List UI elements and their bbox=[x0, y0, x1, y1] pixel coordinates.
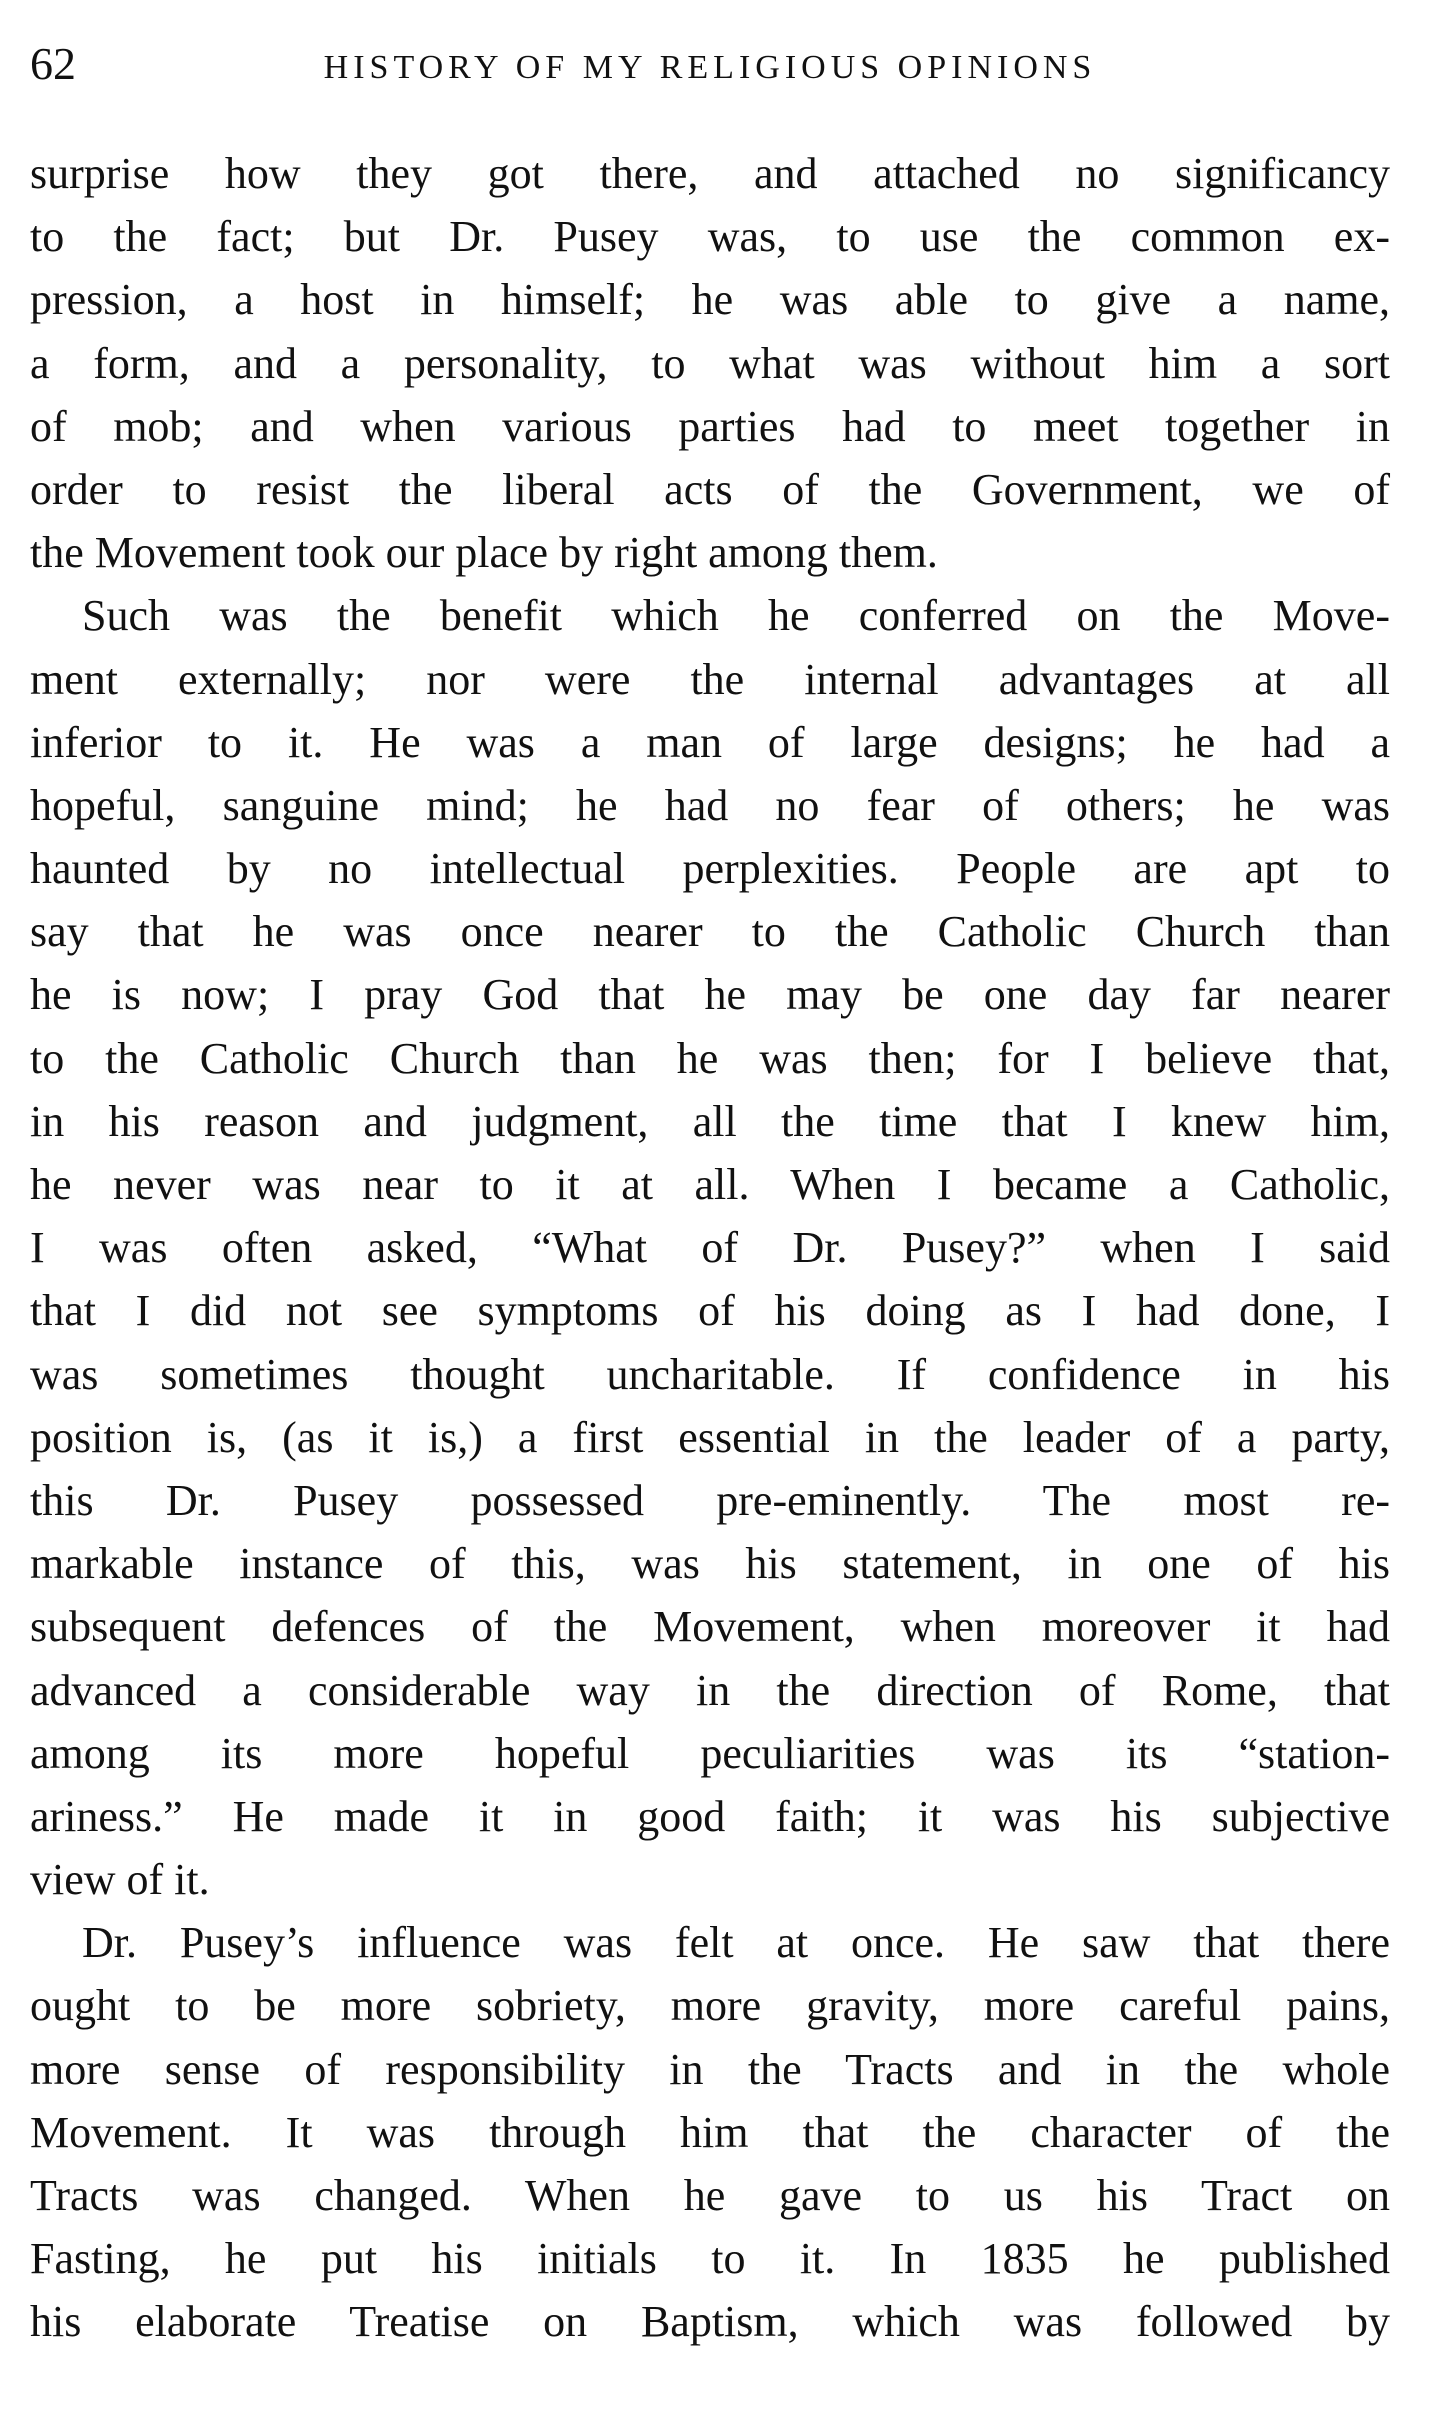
text-line: a form, and a personality, to what was without him a sort bbox=[30, 338, 1390, 388]
text-line: more sense of responsibility in the Tracts and in the whole bbox=[30, 2044, 1390, 2094]
page-number: 62 bbox=[30, 38, 76, 89]
text-line: of mob; and when various parties had to meet together in bbox=[30, 401, 1390, 451]
text-line: advanced a considerable way in the direction of Rome, that bbox=[30, 1665, 1390, 1715]
text-line: ment externally; nor were the internal advantages at all bbox=[30, 654, 1390, 704]
page-header bbox=[30, 34, 1390, 94]
text-line: I was often asked, “What of Dr. Pusey?” when I said bbox=[30, 1223, 1390, 1273]
text-line: among its more hopeful peculiarities was its “station- bbox=[30, 1728, 1390, 1778]
text-line: he is now; I pray God that he may be one day far nearer bbox=[30, 970, 1390, 1020]
text-line: his elaborate Treatise on Baptism, which was followed by bbox=[30, 2297, 1390, 2347]
text-line: Movement. It was through him that the character of the bbox=[30, 2107, 1390, 2157]
text-line: haunted by no intellectual perplexities. People are apt to bbox=[30, 844, 1390, 894]
body-text bbox=[30, 142, 1390, 2354]
text-line: say that he was once nearer to the Catholic Church than bbox=[30, 907, 1390, 957]
text-line: Tracts was changed. When he gave to us his Tract on bbox=[30, 2171, 1390, 2220]
text-line: Dr. Pusey’s influence was felt at once. He saw that there bbox=[82, 1918, 1390, 1968]
text-line: subsequent defences of the Movement, when moreover it had bbox=[30, 1602, 1390, 1652]
text-line: in his reason and judgment, all the time that I knew him, bbox=[30, 1096, 1390, 1146]
text-line: to the fact; but Dr. Pusey was, to use the common ex- bbox=[30, 212, 1390, 262]
text-line: this Dr. Pusey possessed pre-eminently. The most re- bbox=[30, 1475, 1390, 1525]
text-line: order to resist the liberal acts of the Government, we of bbox=[30, 464, 1390, 514]
text-line: surprise how they got there, and attached no significancy bbox=[30, 149, 1390, 198]
text-line: he never was near to it at all. When I became a Catholic, bbox=[30, 1160, 1390, 1209]
text-line: Such was the benefit which he conferred on the Move- bbox=[82, 591, 1390, 641]
text-line: Fasting, he put his initials to it. In 1835 he published bbox=[30, 2234, 1390, 2284]
text-line: view of it. bbox=[30, 1855, 210, 1905]
text-line: ariness.” He made it in good faith; it was his subjective bbox=[30, 1791, 1390, 1841]
text-line: was sometimes thought uncharitable. If confidence in his bbox=[30, 1349, 1390, 1399]
text-line: that I did not see symptoms of his doing as I had done, I bbox=[30, 1286, 1390, 1336]
text-line: markable instance of this, was his statement, in one of his bbox=[30, 1539, 1390, 1589]
text-line: to the Catholic Church than he was then; for I believe that, bbox=[30, 1033, 1390, 1083]
text-line: the Movement took our place by right among them. bbox=[30, 528, 938, 578]
running-title: HISTORY OF MY RELIGIOUS OPINIONS bbox=[323, 49, 1097, 86]
text-line: hopeful, sanguine mind; he had no fear of others; he was bbox=[30, 780, 1390, 830]
text-line: ought to be more sobriety, more gravity, more careful pains, bbox=[30, 1981, 1390, 2031]
text-line: pression, a host in himself; he was able to give a name, bbox=[30, 275, 1390, 325]
text-line: position is, (as it is,) a first essential in the leader of a party, bbox=[30, 1412, 1390, 1462]
text-line: inferior to it. He was a man of large designs; he had a bbox=[30, 717, 1390, 767]
